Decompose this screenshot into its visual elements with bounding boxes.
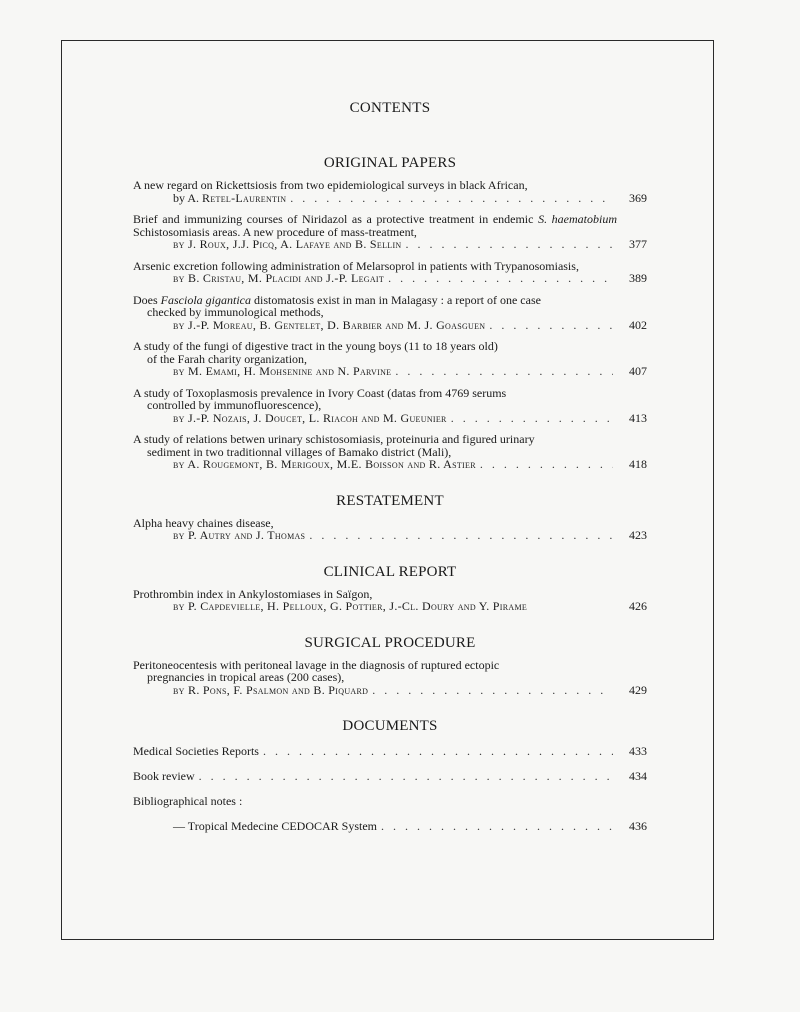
entry-page-number: 402: [629, 317, 647, 332]
leader-dots: [381, 819, 613, 834]
toc-entry[interactable]: [133, 744, 647, 759]
leader-dots: [388, 272, 613, 285]
entry-byline: by P. Capdevielle, H. Pelloux, G. Pottier, J.-Cl. Doury and Y. Pirame: [173, 599, 528, 613]
entry-byline: by R. Pons, F. Psalmon and B. Piquard: [173, 682, 369, 697]
entry-byline: by J. Roux, J.J. Picq, A. Lafaye and B. Sellin: [173, 237, 402, 251]
entry-page-number: 413: [629, 410, 647, 425]
entry-page-number: 377: [629, 237, 647, 251]
leader-dots: [395, 365, 613, 378]
entry-title: A new regard on Rickettsiosis from two epidemiological surveys in black African,: [133, 178, 528, 192]
leader-dots: [290, 192, 613, 205]
toc-entry[interactable]: [133, 588, 647, 613]
toc-entry[interactable]: [133, 433, 647, 471]
entry-title: Book review: [133, 769, 195, 783]
section-heading: ORIGINAL PAPERS: [323, 155, 457, 171]
entry-page-number: 389: [629, 271, 647, 285]
entry-title: Alpha heavy chaines disease,: [133, 515, 274, 530]
toc-subheading: Bibliographical notes :: [133, 794, 243, 808]
entry-page-number: 369: [629, 190, 647, 205]
section-heading: CLINICAL REPORT: [323, 563, 457, 580]
toc-entry[interactable]: [133, 179, 647, 204]
entry-byline: by A. Retel-Laurentin: [173, 190, 287, 205]
section-clinical-report: [133, 564, 647, 613]
section-original-papers: [133, 155, 647, 471]
entry-byline: by J.-P. Nozais, J. Doucet, L. Riacoh and M. Gueunier: [173, 410, 447, 425]
section-heading: DOCUMENTS: [342, 718, 438, 734]
entry-title: Arsenic excretion following administration of Melarsoprol in patients with Trypanosomiasis,: [133, 258, 579, 273]
toc-entry[interactable]: [133, 340, 647, 378]
leader-dots: [309, 529, 613, 542]
leader-dots: [199, 769, 613, 784]
entry-title: Peritoneocentesis with peritoneal lavage in the diagnosis of ruptured ectopic pregnancies in tropical areas (200 cases),: [133, 657, 500, 684]
leader-dots: [451, 412, 613, 425]
entry-byline: by A. Rougemont, B. Merigoux, M.E. Boisson and R. Astier: [173, 457, 476, 471]
entry-page-number: 426: [629, 599, 647, 613]
entry-title: Prothrombin index in Ankylostomiases in Saïgon,: [133, 586, 373, 601]
entry-title: A study of Toxoplasmosis prevalence in Ivory Coast (datas from 4769 serums controlled by immunofluorescence),: [133, 385, 507, 412]
section-heading: SURGICAL PROCEDURE: [304, 634, 476, 651]
toc-entry[interactable]: [133, 769, 647, 784]
entry-title: A study of relations betwen urinary schistosomiasis, proteinuria and figured urinary sediment in two traditionnal villages of Bamako district (Mali),: [133, 432, 535, 459]
leader-dots: [263, 744, 613, 759]
toc-entry[interactable]: [133, 294, 647, 332]
entry-title: Brief and immunizing courses of Niridazol as a protective treatment in endemic S. haematobium Schistosomiasis areas. A new procedure of mass-treatment,: [133, 212, 618, 239]
entry-page-number: 436: [629, 819, 647, 833]
entry-title: Medical Societies Reports: [133, 744, 259, 758]
entry-title: A study of the fungi of digestive tract in the young boys (11 to 18 years old) of the Farah charity organization,: [133, 339, 498, 366]
leader-dots: [489, 319, 613, 332]
page-title: CONTENTS: [349, 100, 431, 116]
entry-byline: by M. Emami, H. Mohsenine and N. Parvine: [173, 364, 392, 378]
section-restatement: [133, 493, 647, 542]
section-surgical-procedure: [133, 635, 647, 697]
entry-page-number: 423: [629, 528, 647, 542]
entry-byline: by P. Autry and J. Thomas: [173, 528, 306, 542]
leader-dots: [480, 458, 613, 471]
entry-page-number: 433: [629, 744, 647, 758]
entry-page-number: 418: [629, 457, 647, 471]
toc-entry[interactable]: [133, 517, 647, 542]
entry-page-number: 434: [629, 769, 647, 783]
leader-dots: [406, 238, 614, 251]
toc-entry[interactable]: [133, 819, 647, 834]
entry-title: — Tropical Medecine CEDOCAR System: [173, 819, 377, 833]
entry-title: Does Fasciola gigantica distomatosis exist in man in Malagasy : a report of one case checked by immunological methods,: [133, 292, 541, 319]
section-documents: [133, 718, 647, 834]
section-heading: RESTATEMENT: [336, 492, 444, 509]
toc-entry[interactable]: [133, 659, 647, 697]
leader-dots: [372, 684, 613, 697]
toc-entry[interactable]: [133, 260, 647, 285]
entry-byline: by J.-P. Moreau, B. Gentelet, D. Barbier and M. J. Goasguen: [173, 317, 486, 332]
toc-entry[interactable]: [133, 387, 647, 425]
toc-entry[interactable]: [133, 213, 647, 251]
entry-page-number: 407: [629, 364, 647, 378]
entry-page-number: 429: [629, 682, 647, 697]
entry-byline: by B. Cristau, M. Placidi and J.-P. Legait: [173, 271, 385, 285]
contents-page: [133, 100, 647, 856]
